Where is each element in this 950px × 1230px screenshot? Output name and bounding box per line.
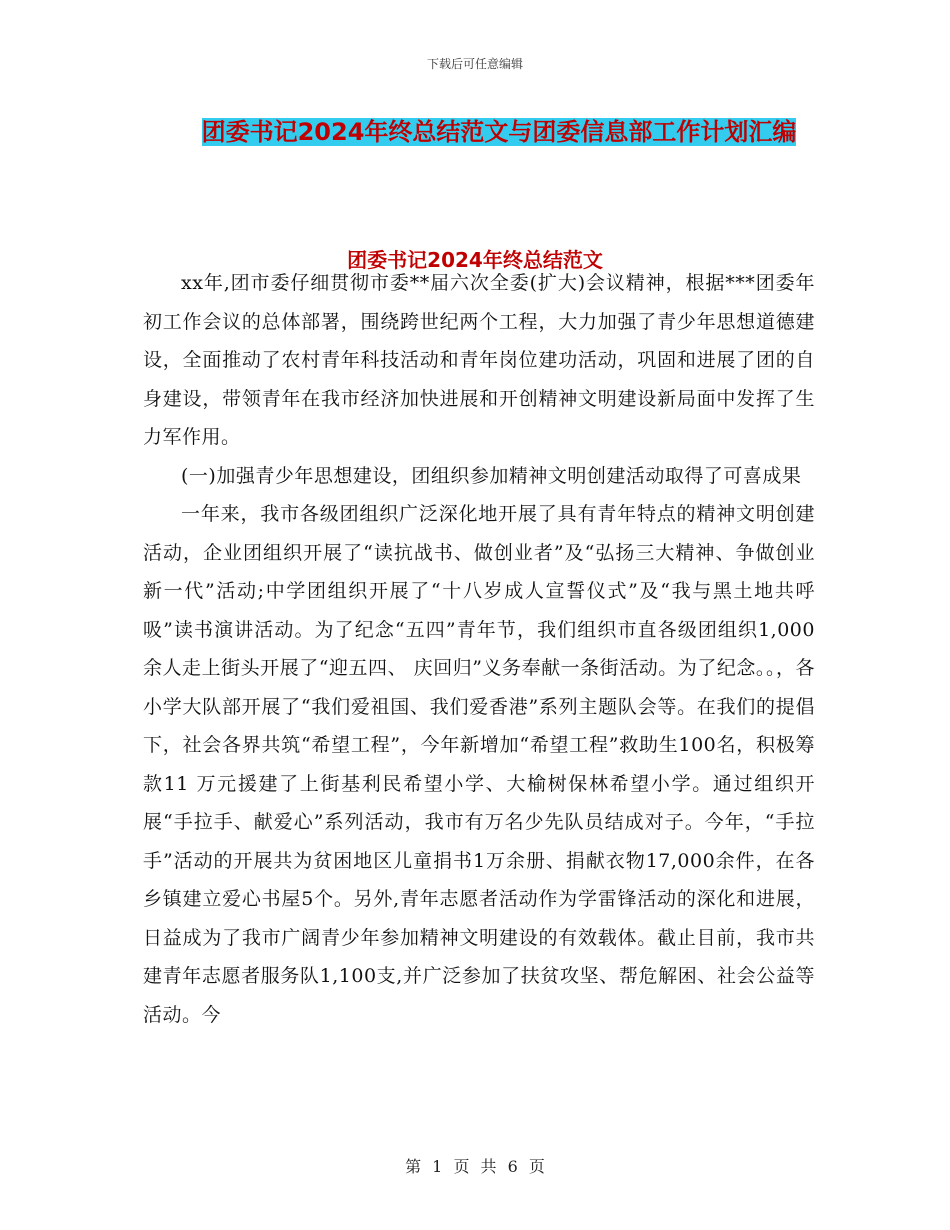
document-title-text: 团委书记2024年终总结范文与团委信息部工作计划汇编 <box>201 118 797 146</box>
section-title: 团委书记2024年终总结范文 <box>347 248 603 272</box>
page-number-footer: 第 1 页 共 6 页 <box>405 1157 545 1176</box>
header-note: 下载后可任意编辑 <box>426 57 523 71</box>
document-title <box>188 110 810 154</box>
document-body <box>143 264 815 1034</box>
paragraph: xx年,团市委仔细贯彻市委**届六次全委(扩大)会议精神，根据***团委年初工作会议的总体部署，围绕跨世纪两个工程，大力加强了青少年思想道德建设，全面推动了农村青年科技活动和青年岗位建功活动，巩固和进展了团的自身建设，带领青年在我市经济加快进展和开创精神文明建设新局面中发挥了生力军作用。 <box>143 272 815 448</box>
paragraph: 一年来，我市各级团组织广泛深化地开展了具有青年特点的精神文明创建活动，企业团组织开展了“读抗战书、做创业者”及“弘扬三大精神、争做创业新一代”活动;中学团组织开展了“十八岁成人宣誓仪式”及“我与黑土地共呼吸”读书演讲活动。为了纪念“五四”青年节，我们组织市直各级团组织1,000余人走上街头开展了“迎五四、 庆回归”义务奉献一条街活动。为了纪念。。，各小学大队部开展了“我们爱祖国、我们爱香港”系列主题队会等。在我们的提倡下，社会各界共筑“希望工程”，今年新增加“希望工程”救助生100名，积极筹款11 万元援建了上街基利民希望小学、大榆树保林希望小学。通过组织开展“手拉手、献爱心”系列活动，我市有万名少先队员结成对子。今年，“手拉手”活动的开展共为贫困地区儿童捐书1万余册、捐献衣物17,000余件，在各乡镇建立爱心书屋5个。另外,青年志愿者活动作为学雷锋活动的深化和进展，日益成为了我市广阔青少年参加精神文明建设的有效载体。截止目前，我市共建青年志愿者服务队1,100支,并广泛参加了扶贫攻坚、帮危解困、社会公益等活动。今 <box>143 503 815 1026</box>
paragraph: (一)加强青少年思想建设，团组织参加精神文明创建活动取得了可喜成果 <box>181 464 802 487</box>
